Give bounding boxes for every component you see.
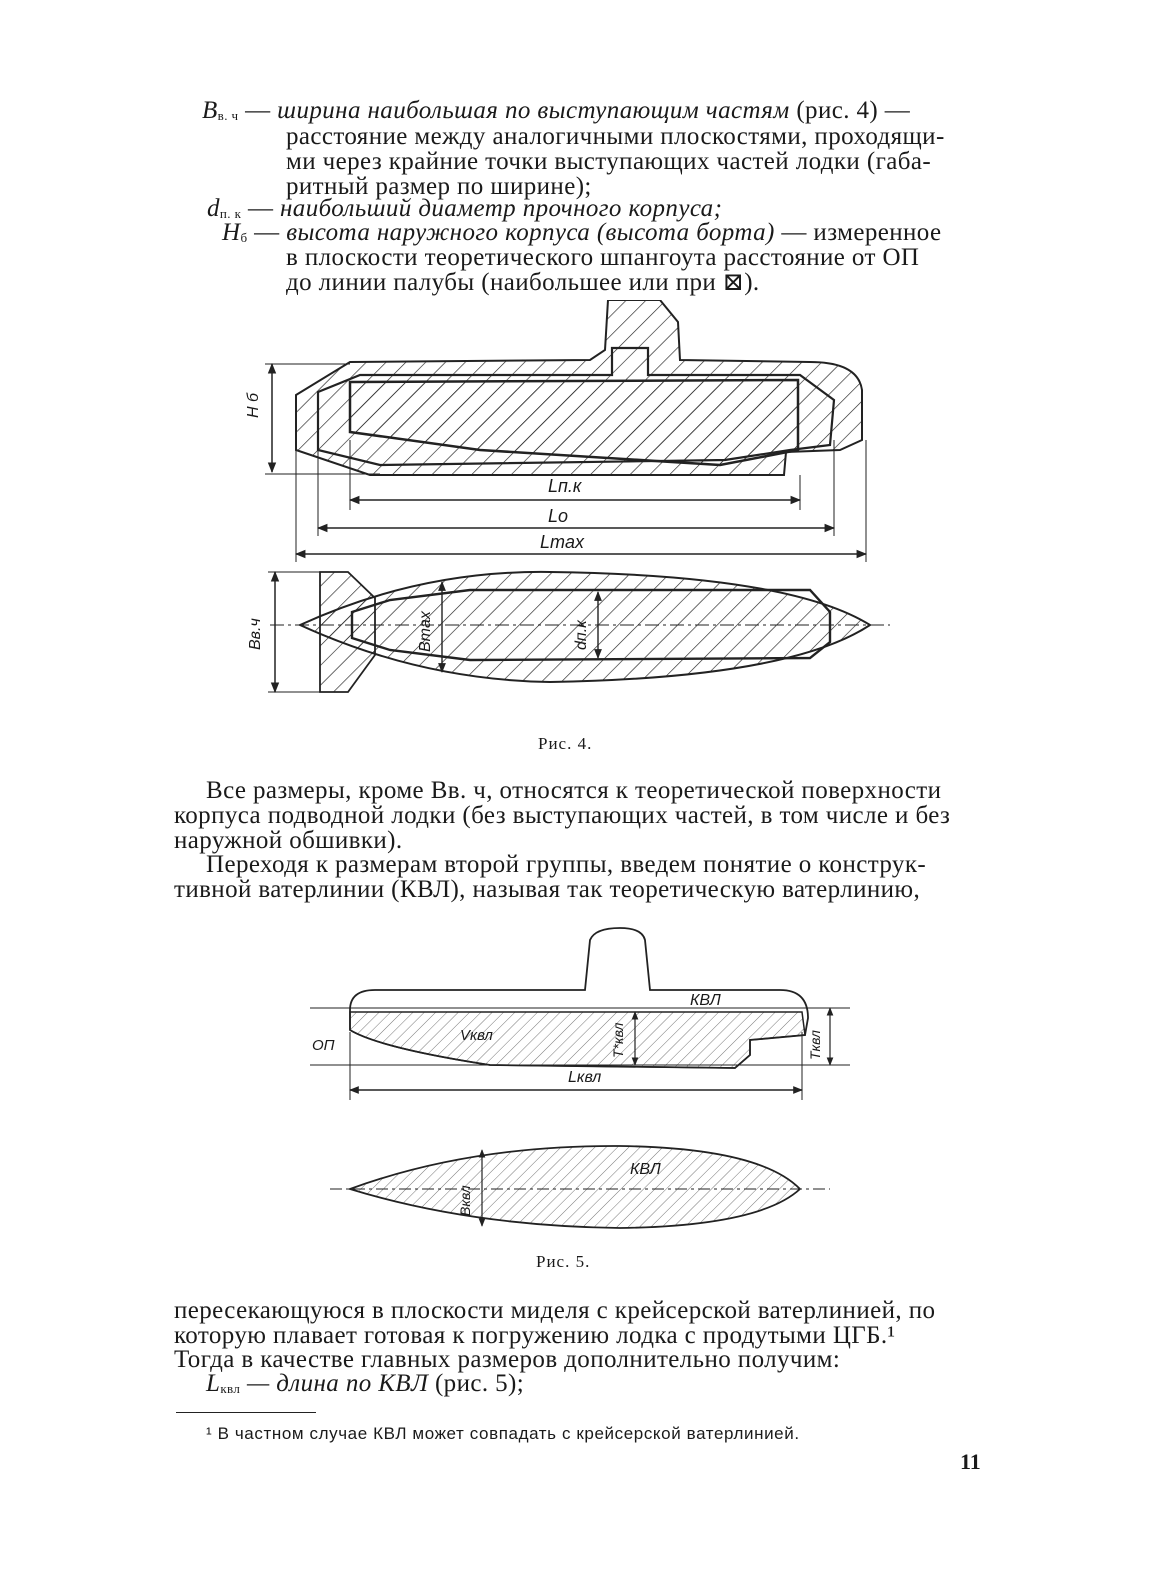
symbol-h: H <box>222 219 241 246</box>
label-bkvl: Bквл <box>457 1185 473 1216</box>
symbol-sub: п. к <box>219 206 242 221</box>
para2-line2: тивной ватерлинии (КВЛ), называя так теоретическую ватерлинию, <box>174 876 921 903</box>
para2-line1: Переходя к размерам второй группы, введем понятие о конструк- <box>206 851 927 878</box>
plan-kvl-shape <box>350 1146 800 1228</box>
text-after: (рис. 4) — <box>789 97 911 124</box>
term-d-pk: наибольший диаметр прочного корпуса; <box>280 195 723 222</box>
label-dpk: dп.к <box>573 620 590 650</box>
symbol-d: d <box>207 195 220 222</box>
label-bvch: Bв.ч <box>247 618 264 650</box>
label-h: H б <box>245 393 262 418</box>
para3-line2: которую плавает готовая к погружению лодка с продутыми ЦГБ.¹ <box>174 1322 896 1349</box>
label-lmax: Lmax <box>540 532 585 552</box>
footnote: ¹ В частном случае КВЛ может совпадать с крейсерской ватерлинией. <box>206 1424 800 1443</box>
para3-line1: пересекающуюся в плоскости миделя с крейсерской ватерлинией, по <box>174 1297 936 1324</box>
def-b-vch-cont2: ми через крайние точки выступающих частей лодки (габа- <box>286 148 932 175</box>
def-h-b-cont2: до линии палубы (наибольшее или при ⊠). <box>286 269 760 296</box>
label-lpk: Lп.к <box>548 476 582 496</box>
para1-line2: корпуса подводной лодки (без выступающих частей, в том числе и без <box>174 802 951 829</box>
label-tstar: T*квл <box>610 1022 626 1058</box>
label-bmax: Bmax <box>417 611 434 652</box>
figure-4-caption: Рис. 4. <box>538 734 593 753</box>
figure-4 <box>230 300 910 710</box>
label-kvl-top: КВЛ <box>690 992 721 1009</box>
footnote-rule <box>176 1412 316 1413</box>
symbol-sub: б <box>240 230 248 245</box>
page-number: 11 <box>960 1449 981 1474</box>
symbol-sub: в. ч <box>217 108 239 123</box>
label-lkvl: Lквл <box>568 1069 602 1086</box>
label-lo: Lо <box>548 506 569 526</box>
symbol-l: L <box>206 1370 221 1397</box>
figure-5 <box>290 920 870 1240</box>
def-d-pk-line: dп. к — наибольший диаметр прочного корпуса; <box>207 195 723 222</box>
text-after: (рис. 5); <box>428 1370 525 1397</box>
term-b-vch: ширина наибольшая по выступающим частям <box>277 97 790 124</box>
submerged-area <box>350 1012 805 1068</box>
text-after: — измеренное <box>774 219 942 246</box>
para1-line1: Все размеры, кроме Bв. ч, относятся к теоретической поверхности <box>206 777 942 804</box>
label-kvl-plan: КВЛ <box>630 1161 661 1178</box>
def-b-vch-cont1: расстояние между аналогичными плоскостями, проходящи- <box>286 123 945 150</box>
def-l-kvl-line <box>206 1371 524 1402</box>
symbol-sub: квл <box>220 1381 241 1396</box>
figure-5-caption: Рис. 5. <box>536 1252 591 1271</box>
def-h-b-line1: Hб — высота наружного корпуса (высота борта) — измеренное <box>222 219 942 246</box>
para1-line3: наружной обшивки). <box>174 827 403 854</box>
term-h-b: высота наружного корпуса (высота борта) <box>286 219 775 246</box>
def-b-vch-cont3: ритный размер по ширине); <box>286 173 592 200</box>
def-h-b-cont1: в плоскости теоретического шпангоута расстояние от ОП <box>286 244 920 271</box>
symbol-b: B <box>202 97 218 124</box>
term-l-kvl: — длина по КВЛ <box>246 1370 429 1397</box>
label-tkvl: Tквл <box>807 1030 823 1060</box>
def-b-vch-line1: Bв. ч — ширина наибольшая по выступающим частям (рис. 4) — <box>202 97 911 124</box>
label-op: ОП <box>312 1037 335 1054</box>
label-vkvl: Vквл <box>460 1027 493 1044</box>
para3-line3: Тогда в качестве главных размеров дополнительно получим: <box>174 1346 841 1373</box>
